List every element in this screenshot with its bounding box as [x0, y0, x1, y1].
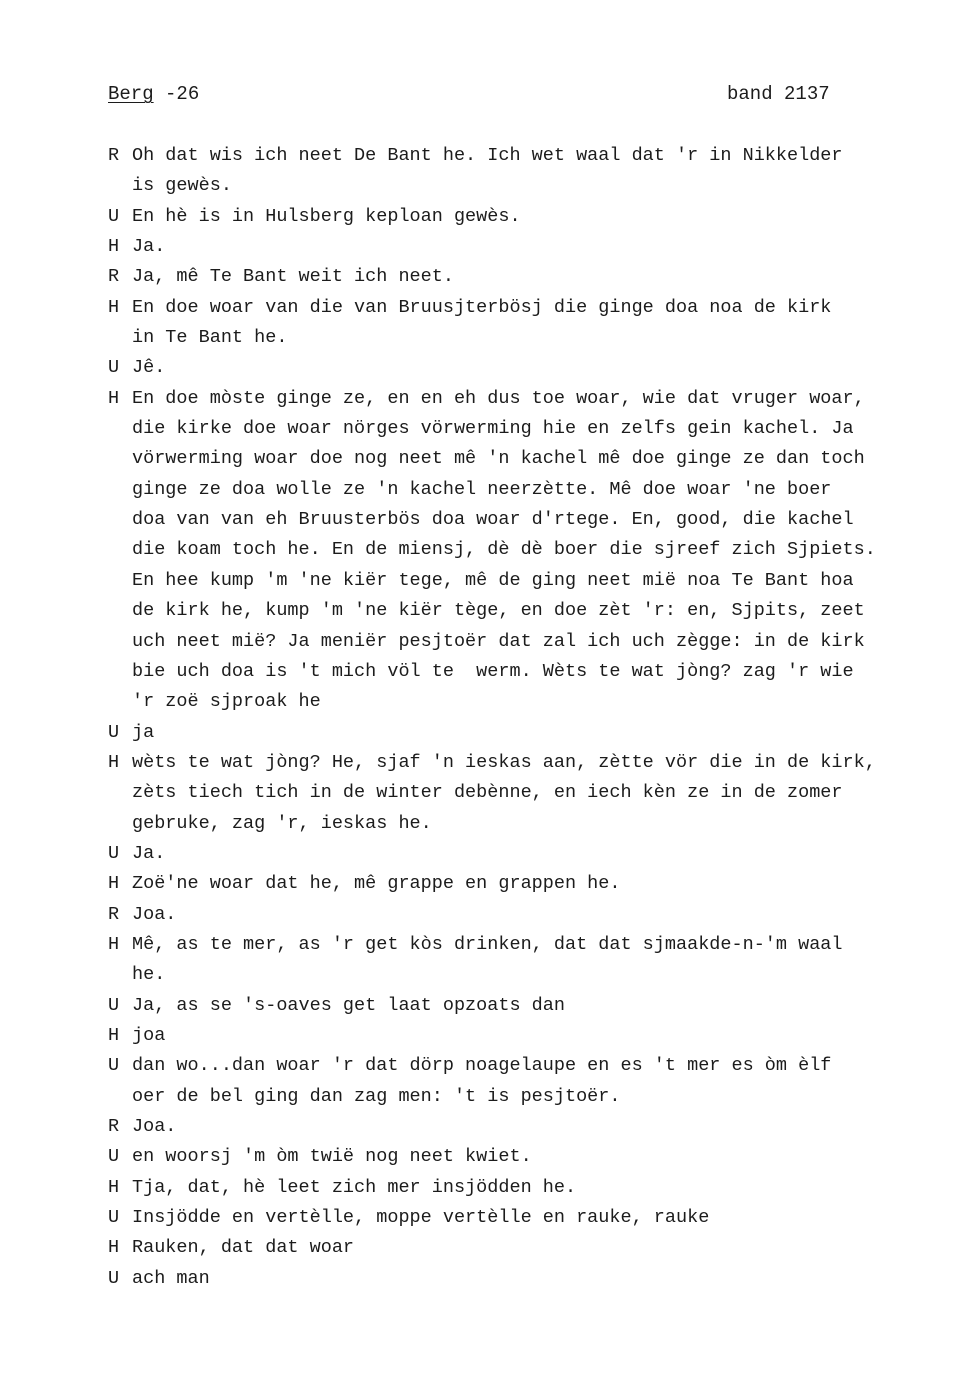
utterance-line: ginge ze doa wolle ze 'n kachel neerzètte. Mê doe woar 'ne boer [132, 478, 832, 500]
speaker-label: U [108, 994, 120, 1016]
header-left [108, 80, 199, 108]
speaker-label: U [108, 842, 120, 864]
speaker-label: U [108, 1267, 120, 1289]
transcript-turn [108, 748, 968, 839]
utterance-line: Joa. [132, 1116, 177, 1137]
speaker-label: R [108, 266, 120, 288]
header-page-number: -26 [153, 83, 200, 105]
speaker-label: H [108, 1024, 120, 1046]
utterance-line: dan wo...dan woar 'r dat dörp noagelaupe en es 't mer es òm èlf [132, 1055, 832, 1077]
utterance-line: Oh dat wis ich neet De Bant he. Ich wet waal dat 'r in Nikkelder [132, 145, 843, 166]
speaker-label: H [108, 236, 120, 258]
transcript-turn [108, 718, 968, 748]
utterance-line: Rauken, dat dat woar [132, 1237, 355, 1259]
header-name: Berg [108, 83, 154, 105]
utterance-line: Zoë'ne woar dat he, mê grappe en grappen he. [132, 873, 621, 895]
transcript-turn [108, 384, 968, 718]
speaker-label: U [108, 1207, 120, 1229]
transcript-turn [108, 141, 968, 202]
utterance-line: die koam toch he. En de miensj, dè dè boer die sjreef zich Sjpiets. [132, 539, 876, 561]
utterance-line: en woorsj 'm òm twië nog neet kwiet. [132, 1146, 532, 1168]
speaker-label: H [108, 387, 120, 409]
transcript-turn [108, 1112, 968, 1142]
utterance-line: Tja, dat, hè leet zich mer insjödden he. [132, 1176, 577, 1198]
speaker-label: U [108, 357, 120, 379]
utterance-line: uch neet mië? Ja meniër pesjtoër dat zal ich uch zègge: in de kirk [132, 630, 865, 652]
utterance-line: Jê. [132, 357, 166, 379]
utterance-line: Ja, as se 's-oaves get laat opzoats dan [132, 994, 565, 1016]
utterance-line: oer de bel ging dan zag men: 't is pesjtoër. [132, 1085, 621, 1107]
utterance-line: Joa. [132, 903, 177, 925]
utterance-line: gebruke, zag 'r, ieskas he. [132, 812, 432, 834]
transcript-turn [108, 202, 968, 232]
transcript-turn [108, 869, 968, 899]
transcript-turn [108, 930, 968, 991]
utterance-line: En hè is in Hulsberg keploan gewès. [132, 205, 521, 227]
utterance-line: 'r zoë sjproak he [132, 691, 321, 713]
speaker-label: R [108, 1116, 120, 1137]
utterance-line: En hee kump 'm 'ne kiër tege, mê de ging neet mië noa Te Bant hoa [132, 569, 854, 591]
speaker-label: R [108, 903, 120, 925]
transcript-turn [108, 1051, 968, 1112]
speaker-label: H [108, 873, 120, 895]
utterance-line: Mê, as te mer, as 'r get kòs drinken, dat dat sjmaakde-n-'m waal [132, 933, 843, 955]
transcript-turn [108, 1021, 968, 1051]
utterance-line: die kirke doe woar nörges vörwerming hie en zelfs gein kachel. Ja [132, 418, 854, 440]
transcript-turn [108, 232, 968, 262]
transcript-turn [108, 991, 968, 1021]
utterance-line: ach man [132, 1267, 210, 1289]
utterance-line: zèts tiech tich in de winter debènne, en iech kèn ze in de zomer [132, 782, 843, 804]
transcript-turn [108, 900, 968, 930]
utterance-line: in Te Bant he. [132, 327, 288, 349]
speaker-label: H [108, 933, 120, 955]
speaker-label: H [108, 296, 120, 318]
transcript-turn [108, 293, 968, 354]
transcript-turn [108, 262, 968, 292]
transcript-turn [108, 1264, 968, 1294]
transcript-turn [108, 1173, 968, 1203]
speaker-label: H [108, 1176, 120, 1198]
utterance-line: doa van van eh Bruusterbös doa woar d'rtege. En, good, die kachel [132, 509, 854, 531]
utterance-line: vörwerming woar doe nog neet mê 'n kachel mê doe ginge ze dan toch [132, 448, 865, 470]
transcript-turn [108, 1233, 968, 1263]
utterance-line: Insjödde en vertèlle, moppe vertèlle en rauke, rauke [132, 1207, 710, 1229]
speaker-label: H [108, 1237, 120, 1259]
utterance-line: En doe mòste ginge ze, en en eh dus toe woar, wie dat vruger woar, [132, 387, 865, 409]
utterance-line: wèts te wat jòng? He, sjaf 'n ieskas aan, zètte vör die in de kirk, [132, 751, 876, 773]
utterance-line: joa [132, 1024, 166, 1046]
transcript-turn [108, 353, 968, 383]
utterance-line: bie uch doa is 't mich völ te werm. Wèts te wat jòng? zag 'r wie [132, 660, 854, 682]
transcript-turn [108, 1203, 968, 1233]
page-header [108, 80, 848, 108]
transcript-turn [108, 1142, 968, 1172]
speaker-label: H [108, 751, 120, 773]
transcript-turn [108, 839, 968, 869]
utterance-line: he. [132, 964, 166, 986]
speaker-label: U [108, 1055, 120, 1077]
utterance-line: Ja, mê Te Bant weit ich neet. [132, 266, 454, 288]
speaker-label: U [108, 721, 120, 743]
utterance-line: En doe woar van die van Bruusjterbösj die ginge doa noa de kirk [132, 296, 832, 318]
utterance-line: is gewès. [132, 175, 232, 197]
transcript [108, 141, 968, 1294]
speaker-label: R [108, 145, 120, 166]
speaker-label: U [108, 205, 120, 227]
utterance-line: ja [132, 721, 155, 743]
utterance-line: Ja. [132, 236, 166, 258]
utterance-line: de kirk he, kump 'm 'ne kiër tège, en doe zèt 'r: en, Sjpits, zeet [132, 600, 865, 622]
header-band: band 2137 [727, 83, 830, 105]
utterance-line: Ja. [132, 842, 166, 864]
speaker-label: U [108, 1146, 120, 1168]
